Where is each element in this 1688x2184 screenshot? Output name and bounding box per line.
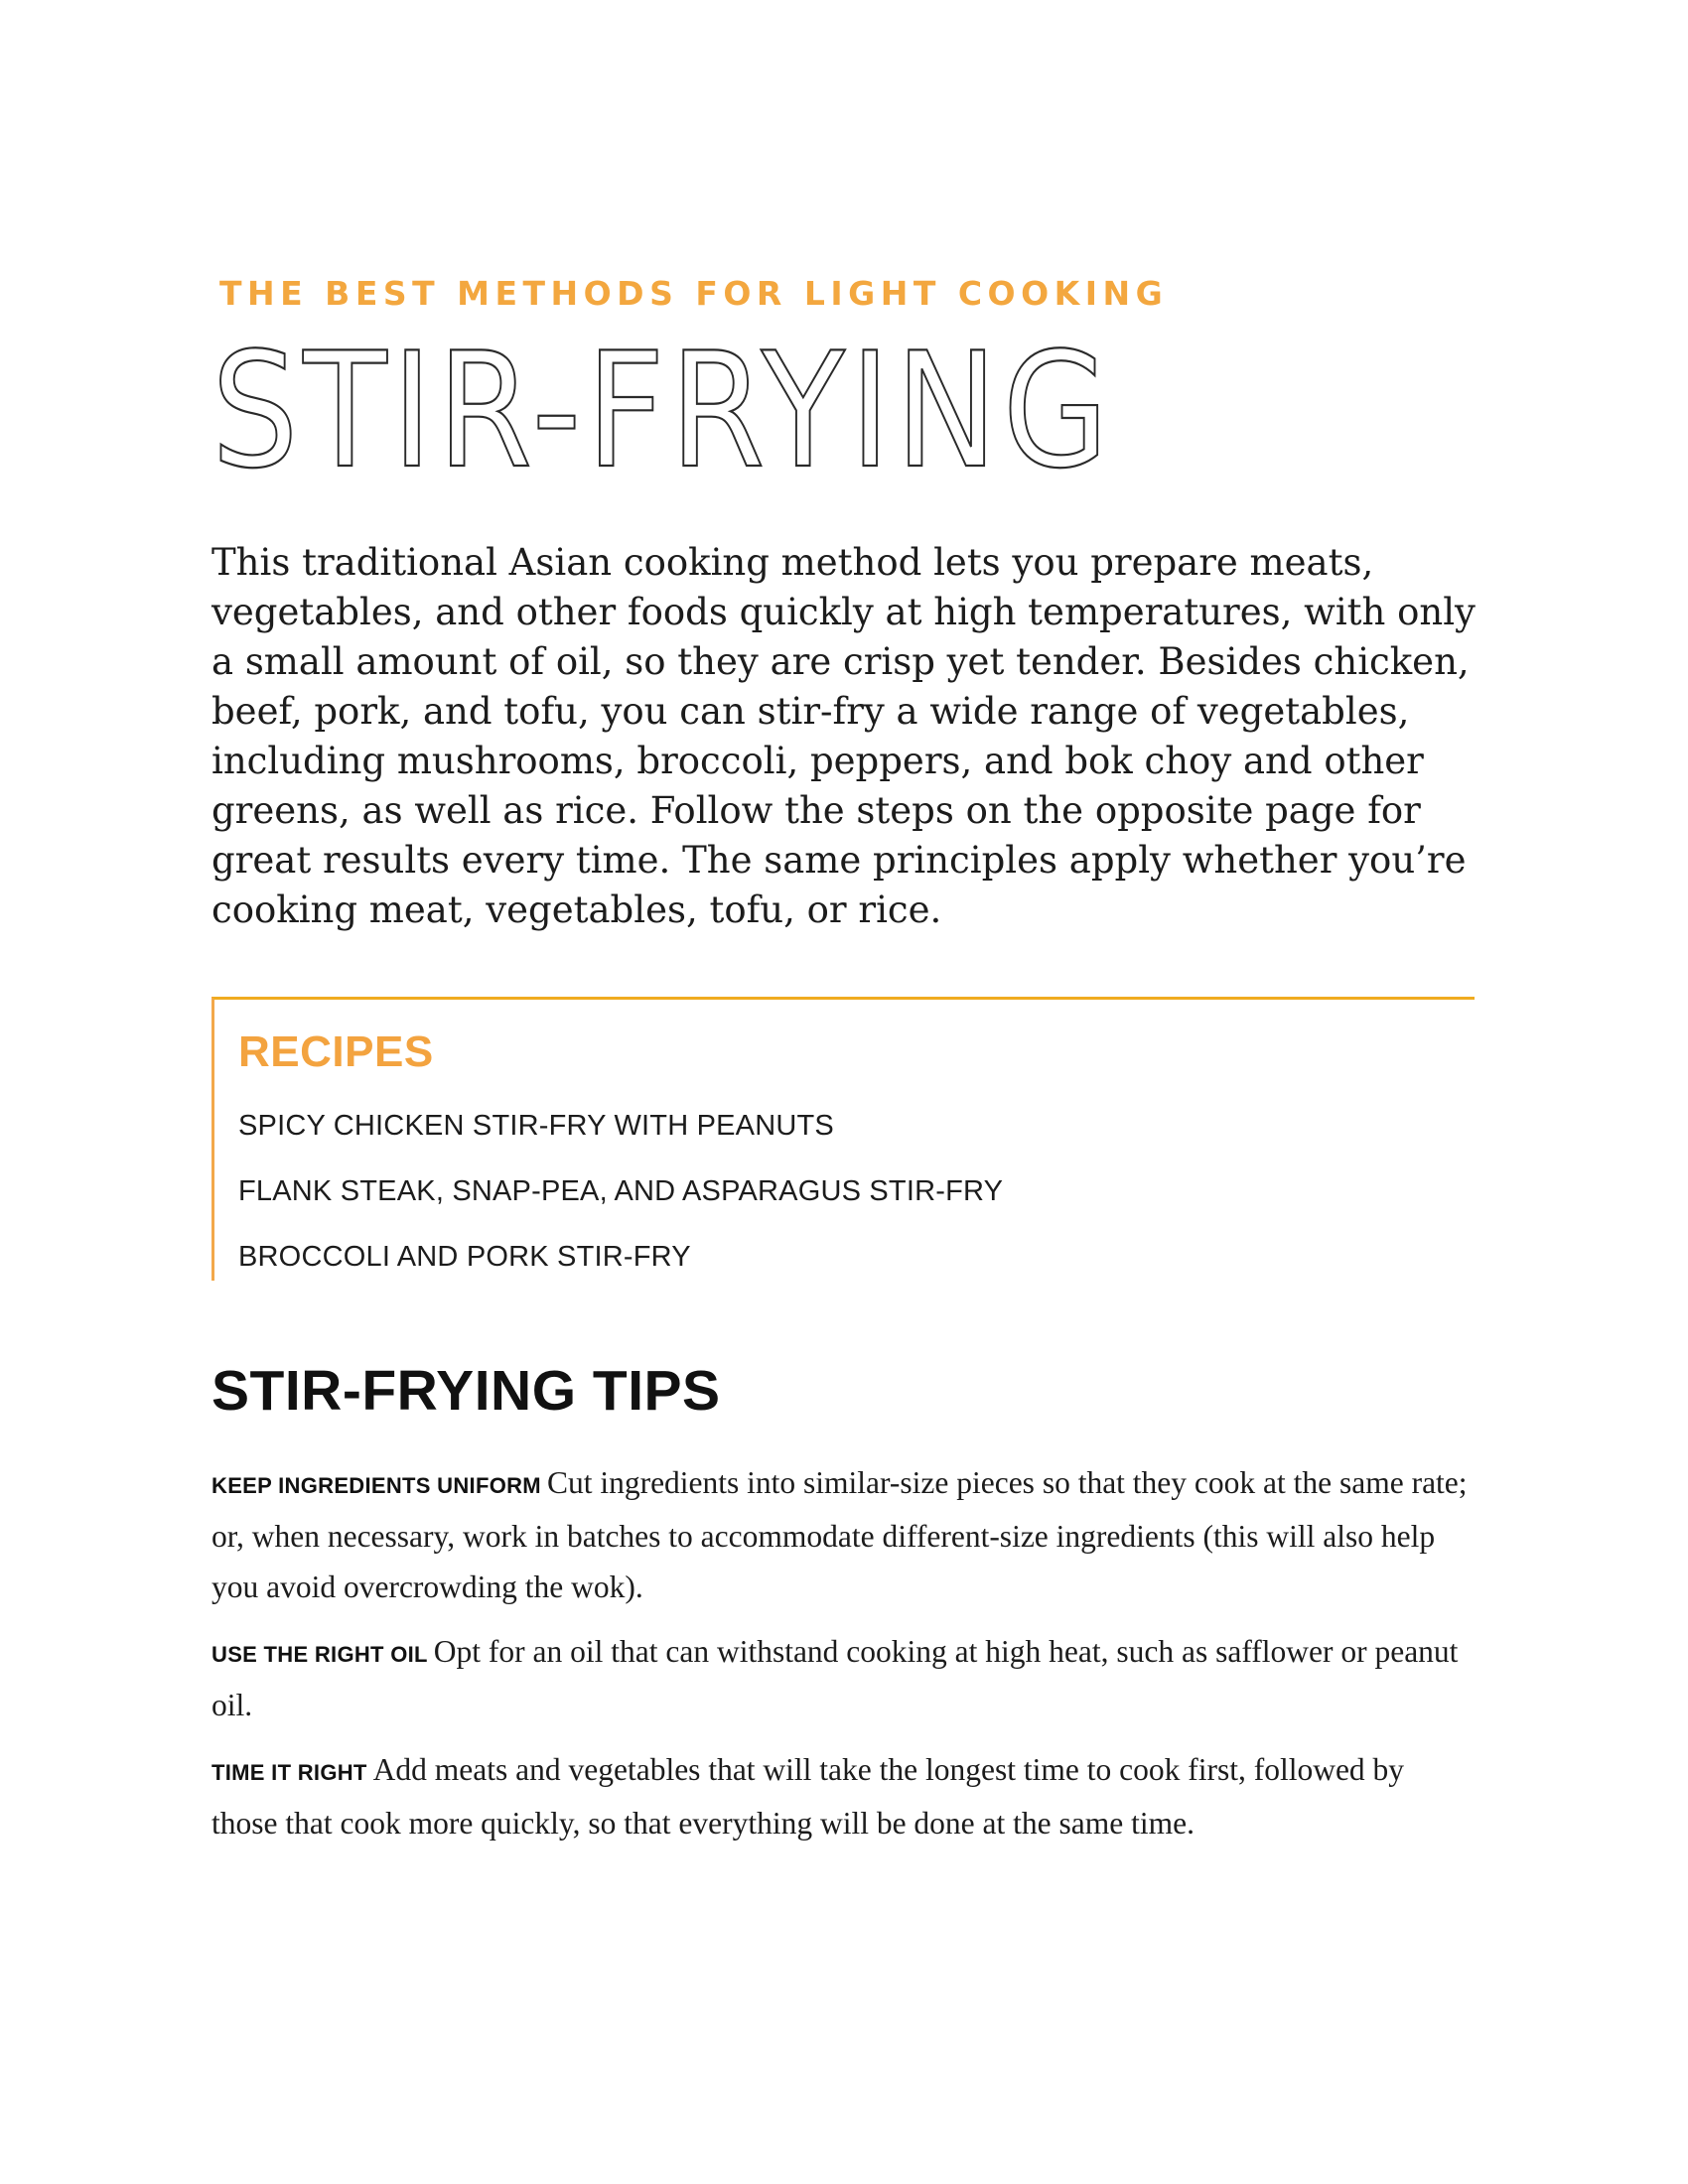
tip-time-it-right	[211, 1744, 1477, 1848]
recipe-link-flank-steak[interactable]: FLANK STEAK, SNAP-PEA, AND ASPARAGUS STIR-FRY	[238, 1175, 1004, 1207]
tip-text: Cut ingredients into similar-size pieces so that they cook at the same rate; or, when necessary, work in batches to accommodate different-size ingredients (this will also help you avoid overcrowding the wok).	[211, 1465, 1468, 1604]
tip-keep-ingredients-uniform	[211, 1457, 1477, 1612]
page-title: STIR-FRYING	[211, 318, 1114, 503]
recipe-link-broccoli-pork[interactable]: BROCCOLI AND PORK STIR-FRY	[238, 1241, 691, 1273]
tip-label: KEEP INGREDIENTS UNIFORM	[211, 1473, 541, 1498]
tips-heading: STIR-FRYING TIPS	[211, 1359, 721, 1423]
recipes-box	[211, 997, 1475, 1281]
tip-text: Add meats and vegetables that will take the longest time to cook first, followed by those that cook more quickly, so that everything will be done at the same time.	[211, 1752, 1405, 1841]
recipes-heading: RECIPES	[238, 1027, 434, 1076]
tip-use-the-right-oil	[211, 1626, 1477, 1730]
tip-text: Opt for an oil that can withstand cooking at high heat, such as safflower or peanut oil.	[211, 1634, 1459, 1722]
section-kicker: THE BEST METHODS FOR LIGHT COOKING	[219, 274, 1169, 313]
intro-paragraph: This traditional Asian cooking method lets you prepare meats, vegetables, and other foods quickly at high temperatures, with only a small amount of oil, so they are crisp yet tender. Besides chicken, beef, pork, and tofu, you can stir-fry a wide range of vegetables, including mushrooms, broccoli, peppers, and bok choy and other greens, as well as rice. Follow the steps on the opposite page for great results every time. The same principles apply whether you’re cooking meat, vegetables, tofu, or rice.	[211, 541, 1476, 931]
tips-list	[211, 1457, 1477, 1862]
tip-label: TIME IT RIGHT	[211, 1760, 367, 1785]
tip-label: USE THE RIGHT OIL	[211, 1642, 428, 1667]
recipe-link-spicy-chicken[interactable]: SPICY CHICKEN STIR-FRY WITH PEANUTS	[238, 1110, 834, 1142]
recipe-list	[238, 1109, 1003, 1305]
